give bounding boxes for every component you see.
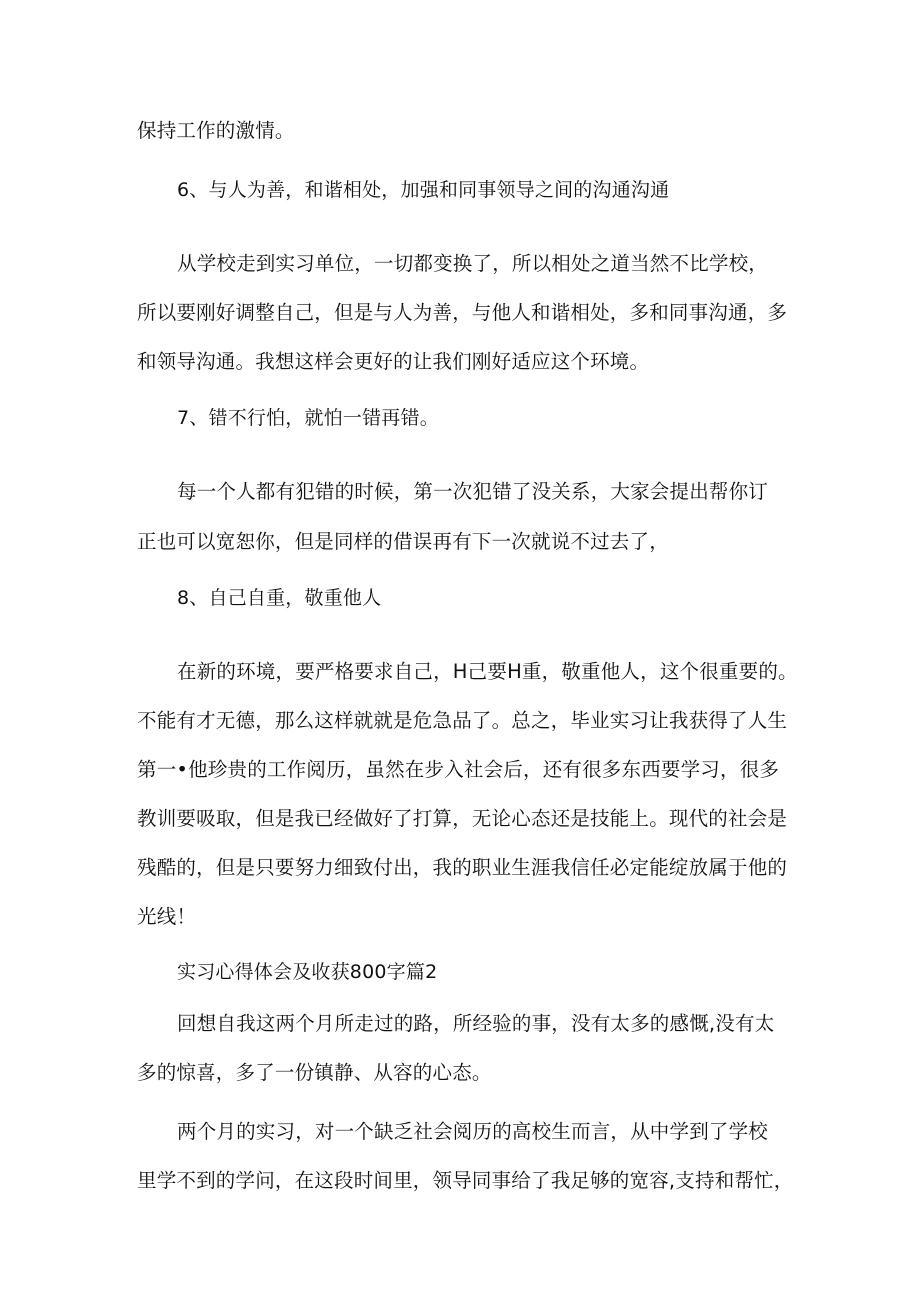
paragraph-line: 里学不到的学问，在这段时间里，领导同事给了我足够的宽容,支持和帮忙， [137, 1169, 794, 1192]
paragraph-line: 第一•他珍贵的工作阅历，虽然在步入社会后，还有很多东西要学习，很多 [137, 758, 780, 781]
section-heading-7: 7、错不行怕，就怕一错再错。 [177, 407, 439, 429]
paragraph-line: 每一个人都有犯错的时候，第一次犯错了没关系，大家会提出帮你订 [177, 480, 769, 503]
paragraph-line: 在新的环境，要严格要求自己，H己要H重，敬重他人，这个很重要的。 [177, 660, 798, 683]
paragraph-line: 教训要吸取，但是我已经做好了打算，无论心态还是技能上。现代的社会是 [137, 807, 788, 830]
paragraph-line: 残酷的，但是只要努力细致付出，我的职业生涯我信任必定能绽放属于他的 [137, 856, 788, 879]
paragraph-line: 从学校走到实习单位，一切都变换了，所以相处之道当然不比学校， [177, 252, 769, 275]
paragraph-line: 正也可以宽恕你，但是同样的借误再有下一次就说不过去了， [137, 530, 669, 553]
paragraph-line: 和领导沟通。我想这样会更好的让我们刚好适应这个环境。 [137, 350, 650, 373]
paragraph-line: 多的惊喜，多了一份镇静、从容的心态。 [137, 1061, 492, 1084]
paragraph-line: 保持工作的激情。 [137, 119, 295, 142]
section-heading-6: 6、与人为善，和谐相处，加强和同事领导之间的沟通沟通 [177, 179, 670, 201]
paragraph-line: 不能有才无德，那么这样就就是危急品了。总之，毕业实习让我获得了人生 [137, 709, 788, 732]
paragraph-line: 光线！ [137, 905, 197, 928]
paragraph-line: 回想自我这两个月所走过的路，所经验的事，没有太多的感慨,没有太 [177, 1012, 775, 1035]
section-heading-8: 8、自己自重，敬重他人 [177, 587, 382, 609]
article-title: 实习心得体会及收获800字篇2 [177, 961, 438, 983]
paragraph-line: 两个月的实习，对一个缺乏社会阅历的高校生而言，从中学到了学校 [177, 1120, 769, 1143]
paragraph-line: 所以要刚好调整自己，但是与人为善，与他人和谐相处，多和同事沟通，多 [137, 301, 788, 324]
